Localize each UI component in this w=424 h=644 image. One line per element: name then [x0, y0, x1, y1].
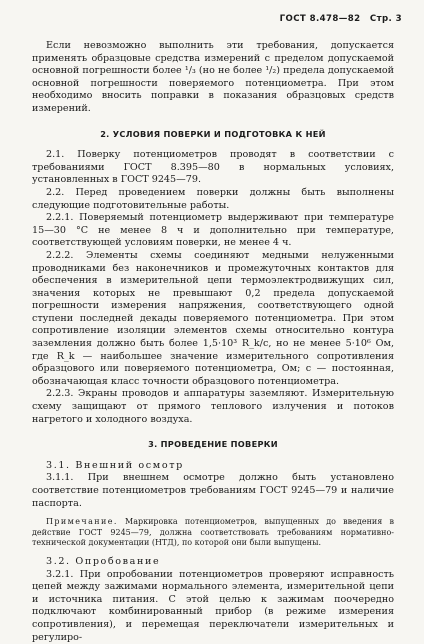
paragraph-2-1: 2.1. Поверку потенциометров проводят в соответствии с требованиями ГОСТ 8.395—80 в нормальных условиях, установленных в ГОСТ 9245—79. [32, 149, 394, 186]
paragraph-3-1-1: 3.1.1. При внешнем осмотре должно быть установлено соответствие потенциометров требованиям ГОСТ 9245—79 и наличие паспорта. [32, 472, 394, 509]
note-text: Маркировка потенциометров, выпущенных до введения в действие ГОСТ 9245—79, должна соответствовать требованиям нормативно-технической документации (НТД), по которой они были выпущены. [32, 517, 394, 548]
paragraph-2-2-2: 2.2.2. Элементы схемы соединяют медными нелуженными проводниками без наконечников и промежуточных контактов для обеспечения в измерительной цепи термоэлектродвижущих сил, значения которых не превышают 0,2 предела допускаемой погрешности измерения напряжения, соответствующего одной ступени последней декады поверяемого потенциометра. При этом сопротивление изоляции элементов схемы относительно контура заземления должно быть более 1,5·10³ R_k/c, но не менее 5·10⁶ Ом, где R_k — наибольшее значение измерительного сопротивления образцового или поверяемого потенциометра, Ом; c — постоянная, обозначающая класс точности образцового потенциометра. [32, 249, 394, 387]
note-paragraph [32, 517, 394, 549]
paragraph-2-2: 2.2. Перед проведением поверки должны быть выполнены следующие подготовительные работы. [32, 186, 394, 211]
note-label: Примечание. [46, 517, 118, 527]
paragraph-3-2-1: 3.2.1. При опробовании потенциометров проверяют исправность цепей между зажимами нормального элемента, измерительной цепи и источника питания. С этой целью к зажимам поочередно подключают комбинированный прибор (в режиме измерения сопротивления), и перемещая переключатели измерительных и регулиро- [32, 568, 394, 643]
subsection-3-2-title: 3.2. Опробование [46, 555, 161, 567]
page-header [274, 14, 402, 24]
section-2-heading: 2. УСЛОВИЯ ПОВЕРКИ И ПОДГОТОВКА К НЕЙ [100, 128, 326, 139]
standard-number: ГОСТ 8.478—82 [279, 14, 361, 24]
paragraph-2-2-3: 2.2.3. Экраны проводов и аппаратуры заземляют. Измерительную схему защищают от прямого теплового излучения и потоков нагретого и холодного воздуха. [32, 388, 394, 425]
page-body [32, 40, 394, 644]
intro-paragraph: Если невозможно выполнить эти требования, допускается применять образцовые средства измерений с пределом допускаемой основной погрешности более ¹/₃ (но не более ¹/₂) предела допускаемой основной погрешности поверяемого потенциометра. При этом необходимо вносить поправки в показания образцовых средств измерений. [32, 40, 394, 114]
page-number: Стр. 3 [369, 14, 402, 24]
section-3-heading: 3. ПРОВЕДЕНИЕ ПОВЕРКИ [148, 439, 278, 450]
paragraph-2-2-1: 2.2.1. Поверяемый потенциометр выдерживают при температуре 15—30 °С не менее 8 ч и дополнительно при температуре, соответствующей условиям поверки, не менее 4 ч. [32, 212, 394, 249]
subsection-3-1-title: 3.1. Внешний осмотр [46, 459, 184, 471]
